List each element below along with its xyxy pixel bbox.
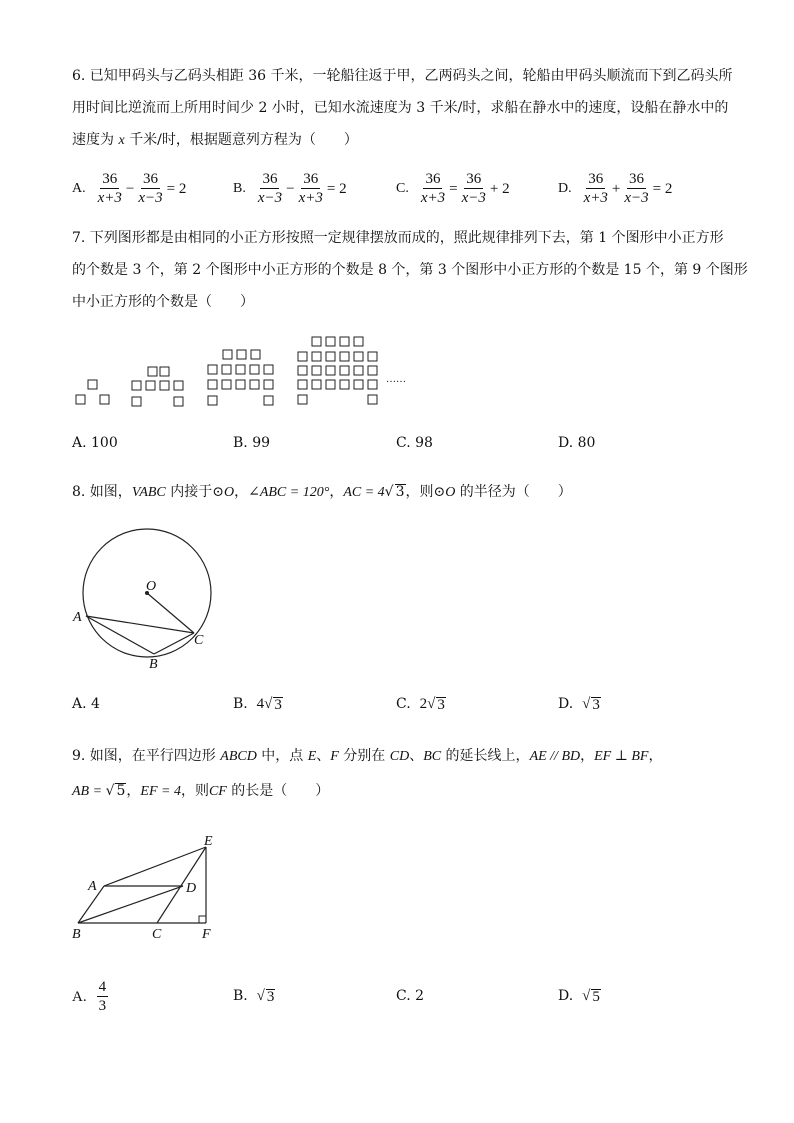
q9-option-b[interactable]: B. √ 3 <box>233 988 275 1005</box>
label-a: A <box>88 879 97 894</box>
q7-text-line2: 的个数是 3 个，第 2 个图形中小正方形的个数是 8 个，第 3 个图形中小正方形的个数是 15 个，第 9 个图形 <box>72 262 748 278</box>
q7-option-a[interactable]: A. 100 <box>72 435 118 451</box>
q8-option-d[interactable]: D. √ 3 <box>558 696 600 713</box>
q6-option-a[interactable]: A. $\frac{36}{x+3}$ − $\frac{36}{x-3}$ = 2 <box>72 171 187 206</box>
q8-question-text: 8. 如图，VABC 内接于⊙O，∠ABC = 120°，AC = 4√ 3，则⊙O 的半径为（ ） <box>72 484 572 500</box>
label-b: B <box>149 657 158 672</box>
q8-option-c[interactable]: C. 2 √ 3 <box>396 696 445 713</box>
q6-text-line3: 速度为 x 千米/时，根据题意列方程为（ ） <box>72 132 358 148</box>
q7-text-line1: 7. 下列图形都是由相同的小正方形按照一定规律摆放而成的，照此规律排列下去，第 1 个图形中小正方形 <box>72 230 724 246</box>
q6-text-line2: 用时间比逆流而上所用时间少 2 小时，已知水流速度为 3 千米/时，求船在静水中的速度，设船在静水中的 <box>72 100 729 116</box>
pattern-figure-3 <box>208 350 273 405</box>
label-d: D <box>186 881 197 896</box>
q9-question-line1: 9. 如图，在平行四边形 ABCD 中，点 E、F 分别在 CD、BC 的延长线上，AE // BD，EF ⊥ BF， <box>72 748 663 764</box>
q9-parallelogram-diagram <box>68 830 228 950</box>
label-b: B <box>72 927 81 942</box>
label-o: O <box>146 579 157 594</box>
q9-option-d[interactable]: D. √ 5 <box>558 988 600 1005</box>
q7-option-c[interactable]: C. 98 <box>396 435 433 451</box>
q6-text-line1: 6. 已知甲码头与乙码头相距 36 千米，一轮船往返于甲，乙两码头之间，轮船由甲码头顺流而下到乙码头所 <box>72 68 733 84</box>
pattern-figure-4 <box>298 337 377 404</box>
pattern-figure-2 <box>132 367 183 406</box>
pattern-ellipsis: …… <box>386 374 406 385</box>
segment-ce <box>157 847 206 923</box>
q6-option-b[interactable]: B. $\frac{36}{x-3}$ − $\frac{36}{x+3}$ = 2 <box>233 171 347 206</box>
q7-square-pattern-figure <box>70 334 410 414</box>
label-f: F <box>202 927 211 942</box>
label-e: E <box>204 834 213 849</box>
q9-question-line2: AB = √ 5，EF = 4，则CF 的长是（ ） <box>72 783 330 799</box>
label-c: C <box>152 927 162 942</box>
q8-circle-diagram <box>70 522 220 672</box>
q7-option-d[interactable]: D. 80 <box>558 435 596 451</box>
q7-text-line3: 中小正方形的个数是（ ） <box>72 294 254 310</box>
label-a: A <box>73 610 82 625</box>
q9-option-a[interactable]: A. $\frac{4}{3}$ <box>72 979 107 1014</box>
right-angle-mark <box>199 916 206 923</box>
label-c: C <box>194 633 204 648</box>
q8-option-b[interactable]: B. 4 √ 3 <box>233 696 282 713</box>
q6-option-c[interactable]: C. $\frac{36}{x+3}$ = $\frac{36}{x-3}$ + 2 <box>396 171 510 206</box>
q6-option-d[interactable]: D. $\frac{36}{x+3}$ + $\frac{36}{x-3}$ = 2 <box>558 171 673 206</box>
q7-option-b[interactable]: B. 99 <box>233 435 271 451</box>
pattern-figure-1 <box>76 380 109 404</box>
q9-option-c[interactable]: C. 2 <box>396 988 425 1004</box>
q8-option-a[interactable]: A. 4 <box>72 696 100 712</box>
